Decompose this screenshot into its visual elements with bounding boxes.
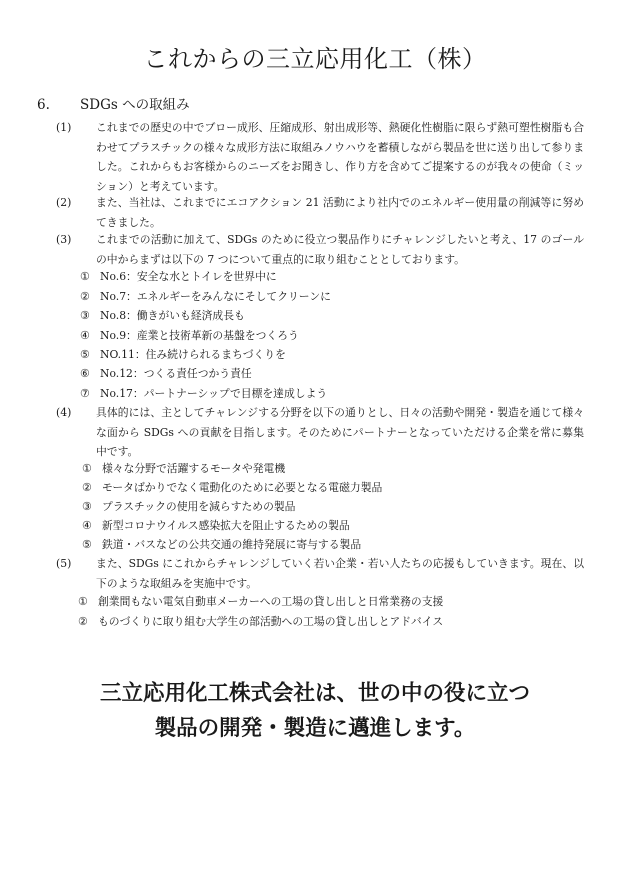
section-number: 6. — [37, 97, 50, 113]
field-marker: ③ — [82, 500, 92, 513]
field-item — [82, 459, 285, 479]
goal-item — [80, 326, 299, 346]
goal-marker: ① — [80, 270, 90, 283]
field-text: プラスチックの使用を減らすための製品 — [102, 500, 296, 513]
list-item — [56, 230, 584, 269]
field-text: 鉄道・バスなどの公共交通の維持発展に寄与する製品 — [102, 538, 362, 551]
goal-item — [80, 384, 327, 404]
goal-item — [80, 306, 245, 326]
item-text: これまでの活動に加えて、SDGs のために役立つ製品作りにチャレンジしたいと考え、17 のゴールの中からまずは以下の 7 つについて重点的に取り組むこととしております。 — [96, 233, 584, 266]
item-marker: (1) — [56, 121, 72, 134]
item-marker: (3) — [56, 233, 72, 246]
item-text: また、当社は、これまでにエコアクション 21 活動により社内でのエネルギー使用量の削減等に努めてきました。 — [96, 196, 584, 229]
field-item — [82, 516, 350, 536]
goal-item — [80, 287, 331, 307]
goal-text: No.8：働きがいも経済成長も — [100, 309, 245, 322]
list-item — [56, 403, 584, 462]
activity-text: 創業間もない電気自動車メーカーへの工場の貸し出しと日常業務の支援 — [98, 595, 444, 608]
goal-text: No.17：パートナーシップで目標を達成しよう — [100, 387, 328, 400]
page-title: これからの三立応用化工（株） — [143, 45, 487, 73]
item-marker: (5) — [56, 557, 72, 570]
field-marker: ② — [82, 481, 92, 494]
activity-item — [78, 612, 443, 632]
goal-marker: ④ — [80, 329, 90, 342]
list-item — [56, 193, 584, 232]
section-title: SDGs への取組み — [80, 97, 190, 113]
item-text: これまでの歴史の中でブロー成形、圧縮成形、射出成形等、熱硬化性樹脂に限らず熱可塑性樹脂も合わせてプラスチックの様々な成形方法に取組みノウハウを蓄積しながら製品を世に送り出して参りました。これからもお客様からのニーズをお聞きし、作り方を含めてご提案するのが我々の使命（ミッション）と考えています。 — [96, 121, 584, 193]
goal-text: No.7：エネルギーをみんなにそしてクリーンに — [100, 290, 331, 303]
goal-marker: ⑤ — [80, 348, 90, 361]
section-heading — [37, 93, 190, 113]
activity-marker: ② — [78, 615, 88, 628]
goal-item — [80, 267, 277, 287]
field-item — [82, 535, 361, 555]
goal-item — [80, 364, 252, 384]
goal-text: No.6：安全な水とトイレを世界中に — [100, 270, 277, 283]
goal-marker: ③ — [80, 309, 90, 322]
goal-text: No.9：産業と技術革新の基盤をつくろう — [100, 329, 299, 342]
field-item — [82, 497, 295, 517]
item-marker: (4) — [56, 406, 72, 419]
field-text: モータばかりでなく電動化のために必要となる電磁力製品 — [102, 481, 383, 494]
item-text: 具体的には、主としてチャレンジする分野を以下の通りとし、日々の活動や開発・製造を通じて様々な面から SDGs への貢献を目指します。そのためにパートナーとなっていただける企業を常に募集中です。 — [96, 406, 584, 459]
goal-marker: ② — [80, 290, 90, 303]
goal-text: No.12：つくる責任つかう責任 — [100, 367, 252, 380]
item-text: また、SDGs にこれからチャレンジしていく若い企業・若い人たちの応援もしていきます。現在、以下のような取組みを実施中です。 — [96, 557, 584, 590]
closing-line: 製品の開発・製造に邁進します。 — [154, 716, 476, 741]
goal-marker: ⑦ — [80, 387, 90, 400]
field-marker: ① — [82, 462, 92, 475]
goal-item — [80, 345, 286, 365]
field-text: 新型コロナウイルス感染拡大を阻止するための製品 — [102, 519, 350, 532]
item-marker: (2) — [56, 196, 72, 209]
activity-marker: ① — [78, 595, 88, 608]
list-item — [56, 554, 584, 593]
goal-marker: ⑥ — [80, 367, 90, 380]
field-text: 様々な分野で活躍するモータや発電機 — [102, 462, 286, 475]
closing-line: 三立応用化工株式会社は、世の中の役に立つ — [99, 681, 530, 706]
activity-item — [78, 592, 443, 612]
field-item — [82, 478, 382, 498]
activity-text: ものづくりに取り組む大学生の部活動への工場の貸し出しとアドバイス — [98, 615, 444, 628]
field-marker: ④ — [82, 519, 92, 532]
field-marker: ⑤ — [82, 538, 92, 551]
list-item — [56, 118, 584, 196]
goal-text: NO.11：住み続けられるまちづくりを — [100, 348, 286, 361]
